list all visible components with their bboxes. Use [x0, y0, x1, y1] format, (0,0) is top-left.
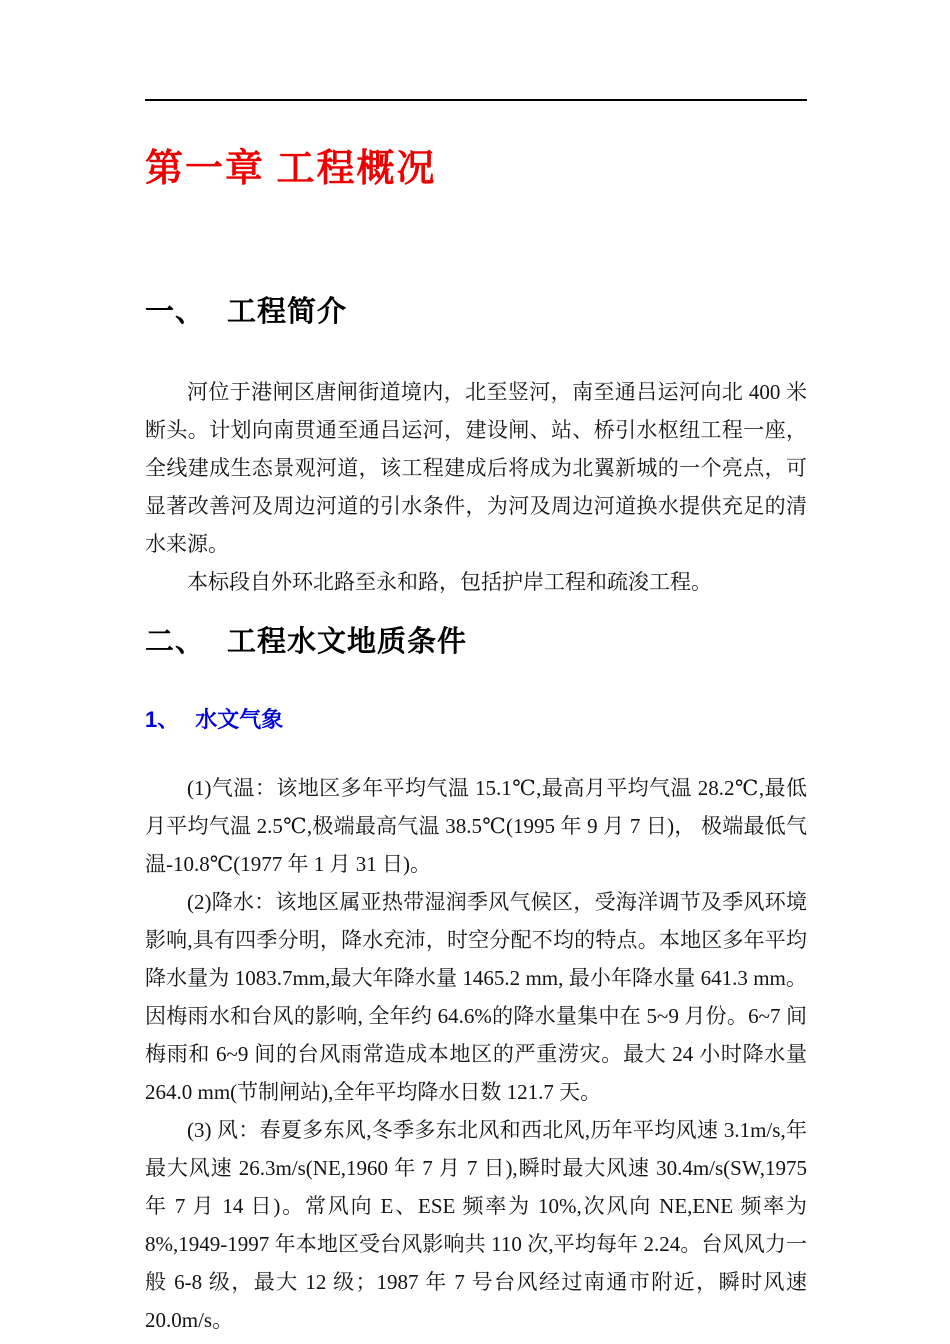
- intro-paragraph-group: [145, 373, 807, 601]
- subsection-number: 1、: [145, 707, 180, 732]
- section-number: 二、: [145, 626, 206, 658]
- subsection-heading-hydrometeorology: [145, 707, 807, 733]
- paragraph-intro-1: 河位于港闸区唐闸街道境内，北至竖河，南至通吕运河向北 400 米断头。计划向南贯通至通吕运河，建设闸、站、桥引水枢纽工程一座，全线建成生态景观河道，该工程建成后将成为北翼新城的一个亮点，可显著改善河及周边河道的引水条件，为河及周边河道换水提供充足的清水来源。: [145, 380, 807, 556]
- section-title: 工程水文地质条件: [227, 626, 468, 658]
- section-heading-project-intro: [145, 295, 807, 329]
- hydro-paragraph-group: [145, 769, 807, 1339]
- subsection-title: 水文气象: [195, 707, 284, 732]
- paragraph-precipitation: (2)降水：该地区属亚热带湿润季风气候区，受海洋调节及季风环境影响,具有四季分明，降水充沛，时空分配不均的特点。本地区多年平均降水量为 1083.7mm,最大年降水量 1465.2 mm, 最小年降水量 641.3 mm。因梅雨水和台风的影响, 全年约 64.6%的降水量集中在 5~9 月份。6~7 间梅雨和 6~9 间的台风雨常造成本地区的严重涝灾。最大 24 小时降水量 264.0 mm(节制闸站),全年平均降水日数 121.7 天。: [145, 890, 807, 1104]
- paragraph-temperature: (1)气温：该地区多年平均气温 15.1℃,最高月平均气温 28.2℃,最低月平均气温 2.5℃,极端最高气温 38.5℃(1995 年 9 月 7 日)， 极端最低气温-10.8℃(1977 年 1 月 31 日)。: [145, 776, 807, 876]
- section-heading-hydrogeology: [145, 625, 807, 659]
- section-title: 工程简介: [227, 296, 348, 328]
- paragraph-intro-2: 本标段自外环北路至永和路，包括护岸工程和疏浚工程。: [187, 570, 712, 594]
- page-header-rule: [145, 99, 807, 101]
- chapter-title: 第一章 工程概况: [145, 148, 437, 190]
- section-number: 一、: [145, 296, 206, 328]
- paragraph-wind: (3) 风：春夏多东风,冬季多东北风和西北风,历年平均风速 3.1m/s,年最大风速 26.3m/s(NE,1960 年 7 月 7 日),瞬时最大风速 30.4m/s(SW,1975 年 7 月 14 日)。常风向 E、ESE 频率为 10%,次风向 NE,ENE 频率为 8%,1949-1997 年本地区受台风影响共 110 次,平均每年 2.24。台风风力一般 6-8 级，最大 12 级；1987 年 7 号台风经过南通市附近，瞬时风速 20.0m/s。: [145, 1118, 807, 1332]
